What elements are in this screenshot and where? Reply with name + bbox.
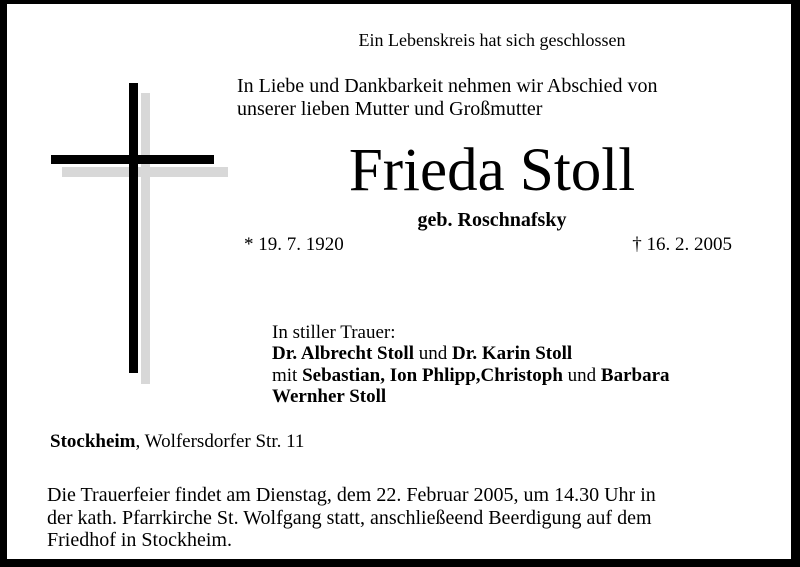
intro-line-1: In Liebe und Dankbarkeit nehmen wir Abschied von (237, 75, 658, 97)
death-date: † 16. 2. 2005 (632, 234, 732, 255)
mourners-line-1 (272, 343, 670, 364)
funeral-info (47, 484, 656, 552)
cross-icon (7, 4, 237, 404)
deceased-name: Frieda Stoll (348, 137, 636, 204)
funeral-line-1: Die Trauerfeier findet am Dienstag, dem 22. Februar 2005, um 14.30 Uhr in (47, 484, 656, 506)
opening-line: Ein Lebenskreis hat sich geschlossen (358, 30, 626, 50)
conjunction: und (413, 343, 452, 365)
mourning-block (272, 322, 670, 408)
mourning-heading: In stiller Trauer: (272, 322, 396, 343)
cross-shadow-horizontal-bar (62, 167, 228, 177)
cross-shadow-vertical-bar (141, 93, 150, 384)
conjunction: und (562, 364, 601, 386)
maiden-name: geb. Roschnafsky (417, 209, 567, 231)
life-dates (237, 234, 747, 255)
cross-horizontal-bar (51, 155, 214, 164)
funeral-line-2: der kath. Pfarrkirche St. Wolfgang statt, anschließeend Beerdigung auf dem (47, 506, 652, 529)
mourner-name: Wernher Stoll (272, 386, 387, 408)
funeral-line-3: Friedhof in Stockheim. (47, 529, 232, 552)
mourners-line-3 (272, 386, 670, 407)
cross-vertical-bar (129, 83, 138, 373)
mourner-name: Barbara (600, 364, 670, 386)
conjunction: mit (272, 364, 303, 386)
address-street: , Wolfersdorfer Str. 11 (135, 431, 305, 452)
address-city: Stockheim (50, 431, 136, 452)
mourners-line-2 (272, 365, 670, 386)
address-line (50, 431, 304, 453)
intro-line-2: unserer lieben Mutter und Großmutter (237, 98, 543, 120)
mourner-name: Dr. Albrecht Stoll (272, 343, 414, 365)
intro-text (237, 75, 657, 121)
mourner-names: Sebastian, Ion Phlipp,Christoph (302, 364, 563, 386)
birth-date: * 19. 7. 1920 (244, 234, 344, 255)
mourner-name: Dr. Karin Stoll (451, 343, 573, 365)
